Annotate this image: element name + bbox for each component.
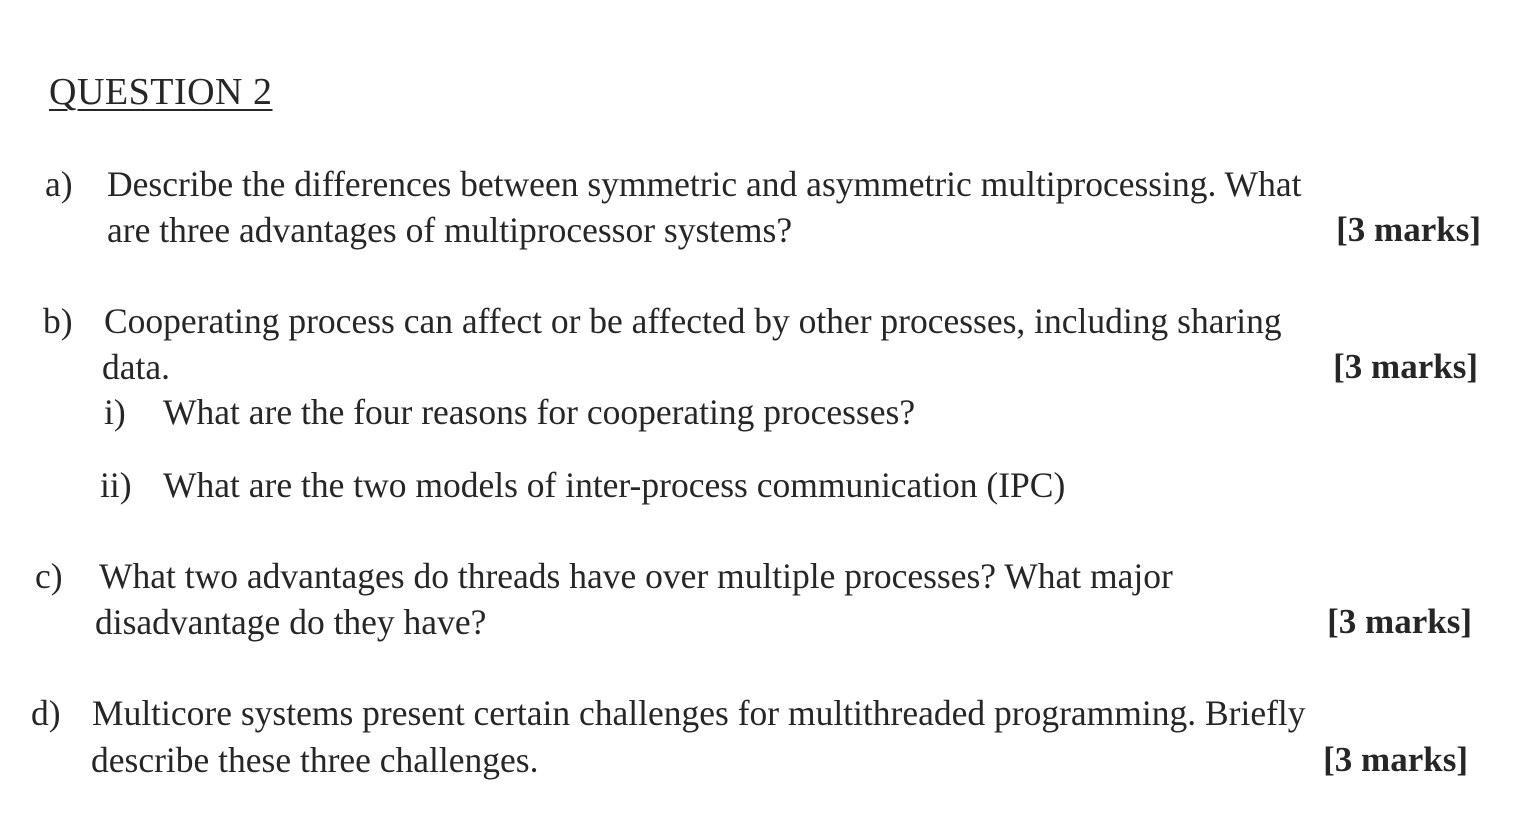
question-d-label: d): [31, 693, 61, 733]
question-b-line-1: Cooperating process can affect or be affected by other processes, including sharing: [104, 301, 1282, 341]
question-d-line-1: Multicore systems present certain challenges for multithreaded programming. Briefly: [92, 693, 1306, 733]
question-c-label: c): [35, 556, 63, 596]
question-d-line-2: describe these three challenges.: [91, 740, 539, 780]
question-b-sub-ii-text: What are the two models of inter-process communication (IPC): [163, 465, 1066, 505]
question-b-sub-ii-label: ii): [100, 465, 132, 505]
question-c-marks: [3 marks]: [1327, 602, 1472, 641]
question-b-sub-i-text: What are the four reasons for cooperating processes?: [163, 392, 916, 432]
question-d-marks: [3 marks]: [1323, 740, 1468, 779]
question-b-sub-i-label: i): [104, 392, 126, 432]
question-a-marks: [3 marks]: [1336, 210, 1481, 249]
question-c-line-1: What two advantages do threads have over multiple processes? What major: [99, 556, 1173, 596]
question-c-line-2: disadvantage do they have?: [95, 602, 487, 642]
question-a-line-2: are three advantages of multiprocessor systems?: [107, 210, 793, 250]
question-b-label: b): [43, 301, 73, 341]
question-heading: QUESTION 2: [49, 71, 273, 113]
question-a-label: a): [45, 164, 73, 204]
question-a-line-1: Describe the differences between symmetric and asymmetric multiprocessing. What: [107, 164, 1302, 204]
question-b-line-2: data.: [102, 347, 171, 387]
question-b-marks: [3 marks]: [1333, 347, 1478, 386]
